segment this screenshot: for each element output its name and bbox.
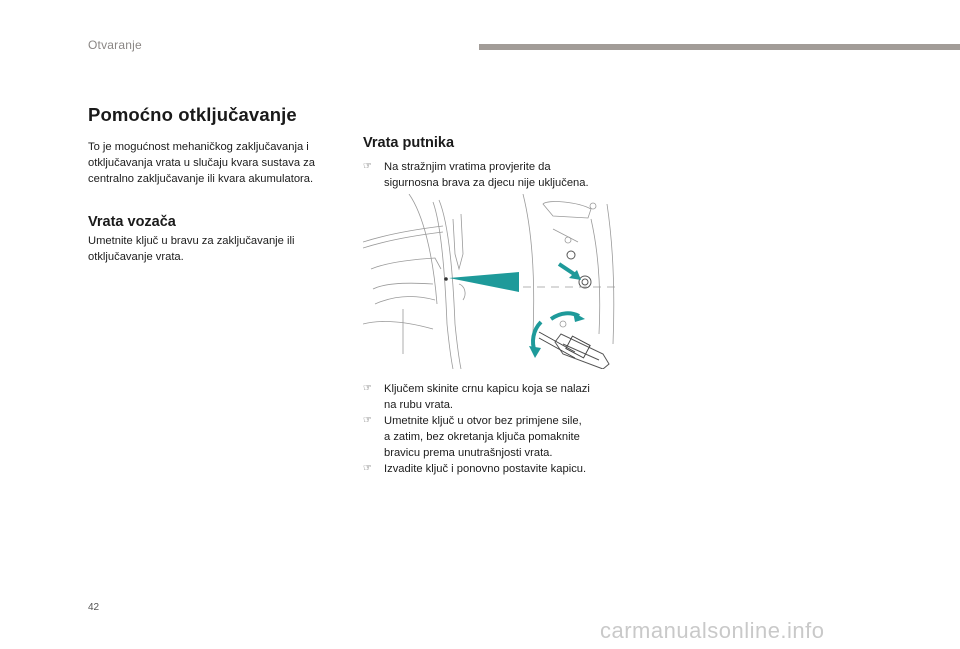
instruction-bullet — [363, 381, 618, 413]
page-number: 42 — [88, 602, 100, 613]
intro-line: otključavanja vrata u slučaju kvara sustava za — [88, 157, 315, 169]
section-label: Otvaranje — [88, 38, 142, 52]
bullet-line: Izvadite ključ i ponovno postavite kapicu. — [384, 463, 587, 475]
driver-door-line: Umetnite ključ u bravu za zaključavanje ili — [88, 235, 295, 247]
bullet-line: Umetnite ključ u otvor bez primjene sile, — [384, 415, 582, 427]
bullet-line: a zatim, bez okretanja ključa pomaknite — [384, 431, 580, 443]
instruction-bullet — [363, 461, 618, 477]
header-bar — [479, 44, 960, 50]
pointer-finger-icon: ☞ — [363, 383, 372, 394]
bullet-line: na rubu vrata. — [384, 399, 454, 411]
pointer-finger-icon: ☞ — [363, 161, 372, 172]
bullet-line: sigurnosna brava za djecu nije uključena. — [384, 177, 589, 189]
driver-door-line: otključavanje vrata. — [88, 251, 184, 263]
bullet-line: Ključem skinite crnu kapicu koja se nalazi — [384, 383, 590, 395]
lock-hole-marker — [444, 277, 448, 281]
watermark: carmanualsonline.info — [600, 618, 825, 643]
intro-line: To je mogućnost mehaničkog zaključavanja i — [88, 141, 309, 153]
bullet-line: Na stražnjim vratima provjerite da — [384, 161, 551, 173]
passenger-door-title: Vrata putnika — [363, 135, 455, 151]
page-title: Pomoćno otključavanje — [88, 104, 297, 125]
left-column — [88, 104, 338, 265]
bullet-line: bravicu prema unutrašnjosti vrata. — [384, 447, 553, 459]
passenger-door-lock-illustration — [363, 194, 618, 369]
right-column-steps — [363, 381, 618, 477]
intro-line: centralno zaključavanje ili kvara akumulatora. — [88, 173, 314, 185]
right-column — [363, 135, 618, 191]
zoom-wedge — [449, 272, 519, 292]
instruction-bullet — [363, 159, 618, 191]
driver-door-title: Vrata vozača — [88, 214, 176, 230]
pointer-finger-icon: ☞ — [363, 415, 372, 426]
instruction-bullet — [363, 413, 618, 461]
pointer-finger-icon: ☞ — [363, 463, 372, 474]
